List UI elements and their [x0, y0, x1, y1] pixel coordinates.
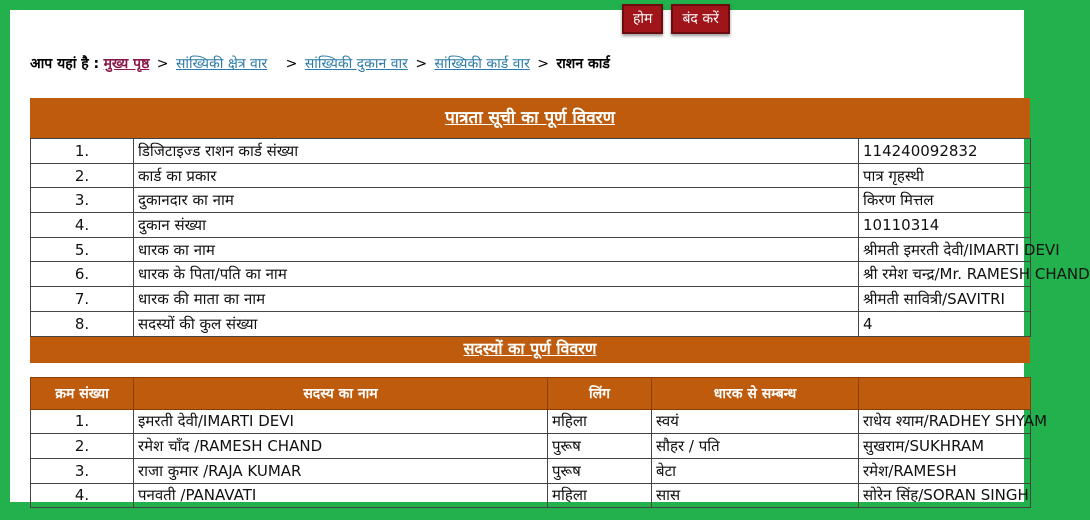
members-header-row [31, 377, 1031, 409]
row-value: 4 [859, 311, 1031, 336]
breadcrumb-separator: > [537, 56, 549, 72]
header-serial: क्रम संख्या [31, 377, 134, 409]
row-label: धारक का नाम [134, 237, 859, 262]
row-number: 4. [31, 213, 134, 238]
eligibility-row [31, 262, 1031, 287]
member-row [31, 483, 1031, 508]
top-buttons [622, 4, 730, 34]
header-father [859, 377, 1031, 409]
close-button[interactable]: बंद करें [671, 4, 729, 34]
member-gender: महिला [548, 483, 652, 508]
row-label: कार्ड का प्रकार [134, 163, 859, 188]
member-row [31, 409, 1031, 434]
eligibility-title: पात्रता सूची का पूर्ण विवरण [30, 98, 1030, 138]
breadcrumb-separator: > [285, 56, 298, 72]
details-panel [30, 98, 1090, 508]
breadcrumb-separator: > [156, 56, 169, 72]
row-value: किरण मित्तल [859, 188, 1031, 213]
member-name: राजा कुमार /RAJA KUMAR [134, 458, 548, 483]
row-number: 3. [31, 188, 134, 213]
breadcrumb-prefix: आप यहां है : [30, 56, 100, 72]
row-number: 7. [31, 287, 134, 312]
eligibility-row [31, 163, 1031, 188]
member-gender: महिला [548, 409, 652, 434]
row-number: 5. [31, 237, 134, 262]
row-value: 114240092832 [859, 139, 1031, 164]
member-father: राधेय श्याम/RADHEY SHYAM [859, 409, 1031, 434]
eligibility-row [31, 287, 1031, 312]
member-serial: 3. [31, 458, 134, 483]
member-relation: सौहर / पति [652, 434, 859, 459]
row-label: धारक की माता का नाम [134, 287, 859, 312]
breadcrumb-link-shop[interactable]: सांख्यिकी दुकान वार [304, 56, 408, 72]
eligibility-row [31, 188, 1031, 213]
member-relation: सास [652, 483, 859, 508]
eligibility-row [31, 213, 1031, 238]
spacer [30, 363, 1030, 377]
member-serial: 1. [31, 409, 134, 434]
row-value: 10110314 [859, 213, 1031, 238]
member-name: पनवती /PANAVATI [134, 483, 548, 508]
eligibility-table [30, 138, 1090, 337]
row-number: 2. [31, 163, 134, 188]
eligibility-row [31, 139, 1031, 164]
eligibility-row [31, 237, 1031, 262]
row-label: धारक के पिता/पति का नाम [134, 262, 859, 287]
breadcrumb [30, 54, 610, 73]
member-row [31, 434, 1031, 459]
header-member-name: सदस्य का नाम [134, 377, 548, 409]
member-gender: पुरूष [548, 458, 652, 483]
page [10, 10, 1090, 505]
breadcrumb-link-area[interactable]: सांख्यिकी क्षेत्र वार [175, 56, 268, 72]
row-value: श्रीमती सावित्री/SAVITRI [859, 287, 1031, 312]
members-title: सदस्यों का पूर्ण विवरण [30, 337, 1030, 363]
member-relation: स्वयं [652, 409, 859, 434]
row-number: 6. [31, 262, 134, 287]
breadcrumb-separator: > [415, 56, 428, 72]
eligibility-row [31, 311, 1031, 336]
row-value: श्री रमेश चन्द्र/Mr. RAMESH CHAND [859, 262, 1031, 287]
member-father: रमेश/RAMESH [859, 458, 1031, 483]
row-number: 1. [31, 139, 134, 164]
row-label: दुकान संख्या [134, 213, 859, 238]
breadcrumb-current: राशन कार्ड [556, 56, 610, 72]
row-label: डिजिटाइज्ड राशन कार्ड संख्या [134, 139, 859, 164]
member-father: सोरेन सिंह/SORAN SINGH [859, 483, 1031, 508]
row-number: 8. [31, 311, 134, 336]
member-name: इमरती देवी/IMARTI DEVI [134, 409, 548, 434]
row-value: श्रीमती इमरती देवी/IMARTI DEVI [859, 237, 1031, 262]
header-gender: लिंग [548, 377, 652, 409]
breadcrumb-link-card[interactable]: सांख्यिकी कार्ड वार [434, 56, 530, 72]
row-label: सदस्यों की कुल संख्या [134, 311, 859, 336]
member-name: रमेश चाँद /RAMESH CHAND [134, 434, 548, 459]
member-serial: 2. [31, 434, 134, 459]
breadcrumb-link-home[interactable]: मुख्य पृष्ठ [103, 56, 150, 72]
member-relation: बेटा [652, 458, 859, 483]
members-table [30, 377, 1048, 509]
member-father: सुखराम/SUKHRAM [859, 434, 1031, 459]
member-serial: 4. [31, 483, 134, 508]
header-relation: धारक से सम्बन्ध [652, 377, 859, 409]
member-row [31, 458, 1031, 483]
row-label: दुकानदार का नाम [134, 188, 859, 213]
home-button[interactable]: होम [622, 4, 663, 34]
row-value: पात्र गृहस्थी [859, 163, 1031, 188]
member-gender: पुरूष [548, 434, 652, 459]
